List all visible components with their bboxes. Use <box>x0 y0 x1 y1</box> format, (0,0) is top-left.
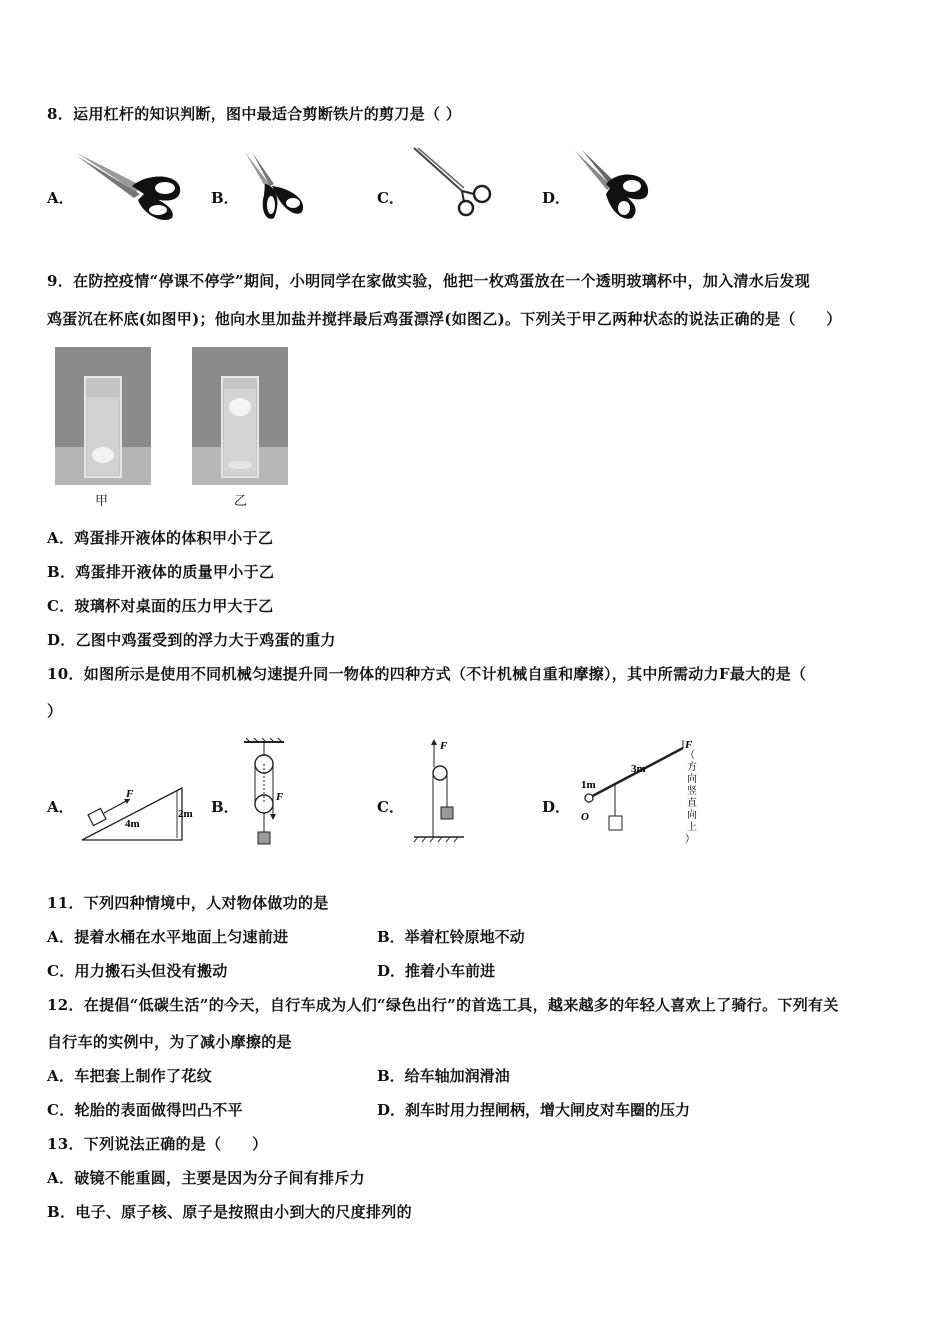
q9-photo-yi <box>192 347 288 489</box>
q11-option-c: C．用力搬石头但没有搬动 <box>47 962 228 980</box>
q8-question: 8．运用杠杆的知识判断，图中最适合剪断铁片的剪刀是（ ） <box>47 105 462 123</box>
q10-a-slope-label: 4m <box>125 818 140 830</box>
q11-option-b: B．举着杠铃原地不动 <box>377 928 525 946</box>
q10-question-line2: ） <box>47 702 63 720</box>
q10-c-force-label: F <box>440 740 448 752</box>
q10-d-note-2: 向 <box>687 774 697 785</box>
q10-d-force-label: F <box>685 739 693 751</box>
q9-option-b: B．鸡蛋排开液体的质量甲小于乙 <box>47 563 275 581</box>
q10-d-note-5: 向 <box>687 810 697 821</box>
q12-question-line2: 自行车的实例中，为了减小摩擦的是 <box>47 1033 292 1051</box>
q9-option-d: D．乙图中鸡蛋受到的浮力大于鸡蛋的重力 <box>47 631 336 649</box>
q8-option-c-label: C． <box>377 189 404 207</box>
q10-incline-figure <box>80 785 195 849</box>
q8-option-d-label: D． <box>542 189 571 207</box>
q10-fixed-pulley-figure <box>410 737 470 849</box>
q10-b-force-label: F <box>276 791 284 803</box>
q13-option-b: B．电子、原子核、原子是按照由小到大的尺度排列的 <box>47 1203 412 1221</box>
q8-scissors-c-figure <box>412 146 502 225</box>
q10-question-line1: 10．如图所示是使用不同机械匀速提升同一物体的四种方式（不计机械自重和摩擦），其中所需动力F最大的是（ <box>47 665 807 683</box>
q10-d-note-1: 方 <box>687 762 697 773</box>
q8-scissors-d-figure <box>570 148 655 227</box>
q9-caption-yi: 乙 <box>234 494 248 509</box>
q12-option-b: B．给车轴加润滑油 <box>377 1067 510 1085</box>
q10-option-c-label: C． <box>377 798 404 816</box>
q11-option-a: A．提着水桶在水平地面上匀速前进 <box>47 928 289 946</box>
q12-option-c: C．轮胎的表面做得凹凸不平 <box>47 1101 243 1119</box>
q11-option-d: D．推着小车前进 <box>377 962 496 980</box>
q13-option-a: A．破镜不能重圆，主要是因为分子间有排斥力 <box>47 1169 365 1187</box>
q10-d-note-6: 上 <box>687 822 697 833</box>
q10-option-b-label: B． <box>211 798 239 816</box>
q10-option-d-label: D． <box>542 798 571 816</box>
q10-a-force-label: F <box>126 788 134 800</box>
q8-option-a-label: A． <box>47 189 74 207</box>
q9-photo-jia <box>55 347 151 489</box>
q12-option-a: A．车把套上制作了花纹 <box>47 1067 212 1085</box>
q10-option-a-label: A． <box>47 798 74 816</box>
q13-question: 13．下列说法正确的是（ ） <box>47 1135 268 1153</box>
q10-pulley-block-figure <box>240 738 300 857</box>
q9-option-c: C．玻璃杯对桌面的压力甲大于乙 <box>47 597 274 615</box>
q10-d-note-0: （ <box>685 750 695 761</box>
q9-question-line2: 鸡蛋沉在杯底(如图甲)；他向水里加盐并搅拌最后鸡蛋漂浮(如图乙)。下列关于甲乙两种状态的说法正确的是（ ） <box>47 310 842 328</box>
q10-lever-figure <box>575 738 705 852</box>
q9-question-line1: 9．在防控疫情“停课不停学”期间，小明同学在家做实验，他把一枚鸡蛋放在一个透明玻璃杯中，加入清水后发现 <box>47 272 810 290</box>
q10-d-short-arm-label: 1m <box>581 779 596 791</box>
q8-scissors-b-figure <box>240 150 315 229</box>
q11-question: 11．下列四种情境中，人对物体做功的是 <box>47 894 329 912</box>
q9-caption-jia: 甲 <box>95 494 109 509</box>
q10-d-long-arm-label: 3m <box>631 763 646 775</box>
q10-d-note-7: ） <box>685 834 695 845</box>
q10-d-note-3: 竖 <box>687 786 697 797</box>
q10-d-note-4: 直 <box>687 798 697 809</box>
q12-question-line1: 12．在提倡“低碳生活”的今天，自行车成为人们“绿色出行”的首选工具，越来越多的年轻人喜欢上了骑行。下列有关 <box>47 996 839 1014</box>
q9-option-a: A．鸡蛋排开液体的体积甲小于乙 <box>47 529 274 547</box>
q8-option-b-label: B． <box>211 189 239 207</box>
q10-d-pivot-label: O <box>581 811 589 823</box>
q10-a-height-label: 2m <box>178 808 193 820</box>
q8-scissors-a-figure <box>72 148 187 227</box>
q12-option-d: D．刹车时用力捏闸柄，增大闸皮对车圈的压力 <box>377 1101 691 1119</box>
